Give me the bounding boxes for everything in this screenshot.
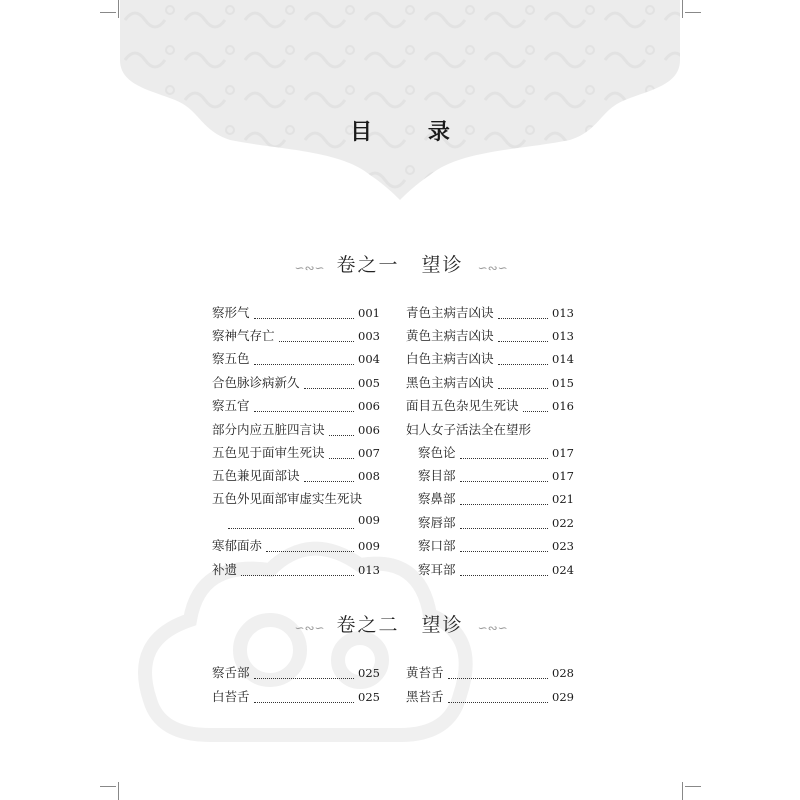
leader-dots (254, 309, 355, 319)
entry-label: 部分内应五脏四言诀 (212, 422, 325, 437)
toc-entry[interactable] (212, 396, 380, 418)
toc-entry[interactable] (212, 303, 380, 325)
leader-dots (254, 355, 355, 365)
entry-page: 017 (552, 469, 574, 483)
entry-page: 001 (358, 306, 380, 320)
entry-page: 014 (552, 352, 574, 366)
header-ornament-band (0, 0, 800, 215)
leader-dots (498, 355, 549, 365)
entry-page: 006 (358, 423, 380, 437)
entry-page: 009 (358, 513, 380, 527)
entry-page: 013 (358, 563, 380, 577)
section-volume: 卷之二 (336, 614, 400, 636)
entry-page: 003 (358, 329, 380, 343)
toc-entry[interactable] (212, 326, 380, 348)
entry-page: 016 (552, 399, 574, 413)
leader-dots (448, 693, 549, 703)
leader-dots (460, 449, 549, 459)
toc-entry[interactable] (406, 349, 574, 371)
leader-dots (241, 566, 354, 576)
leader-dots (460, 472, 549, 482)
crop-mark (100, 12, 116, 13)
entry-page: 008 (358, 469, 380, 483)
entry-label: 黄色主病吉凶诀 (406, 328, 494, 343)
leader-dots (460, 519, 549, 529)
entry-page: 005 (358, 376, 380, 390)
crop-mark (685, 12, 701, 13)
leader-dots (254, 669, 355, 679)
entry-label: 察鼻部 (418, 491, 456, 506)
entry-page: 009 (358, 539, 380, 553)
leader-dots (498, 332, 549, 342)
leader-dots (460, 542, 549, 552)
entry-page: 022 (552, 516, 574, 530)
entry-label: 寒郁面赤 (212, 538, 263, 553)
entry-page: 013 (552, 306, 574, 320)
toc-entry[interactable] (406, 373, 574, 395)
section-topic: 望诊 (421, 614, 464, 636)
entry-label: 察口部 (418, 538, 456, 553)
heading-flourish-icon: ∽∾∽ (294, 261, 325, 275)
leader-dots (304, 379, 355, 389)
heading-flourish-icon: ∽∾∽ (477, 621, 508, 635)
entry-label: 察形气 (212, 305, 250, 320)
toc-entry[interactable] (212, 536, 380, 558)
toc-entry[interactable] (406, 466, 574, 488)
entry-page: 025 (358, 666, 380, 680)
crop-mark (682, 782, 683, 800)
toc-entry[interactable] (212, 373, 380, 395)
leader-dots (266, 542, 354, 552)
entry-page: 004 (358, 352, 380, 366)
toc-entry[interactable] (406, 489, 574, 511)
entry-label: 青色主病吉凶诀 (406, 305, 494, 320)
entry-page: 007 (358, 446, 380, 460)
entry-label: 察五官 (212, 398, 250, 413)
toc-entry[interactable] (212, 663, 380, 685)
toc-entry[interactable] (212, 489, 380, 511)
entry-label: 妇人女子活法全在望形 (406, 422, 532, 437)
entry-label: 察唇部 (418, 515, 456, 530)
entry-label: 察舌部 (212, 665, 250, 680)
leader-dots (523, 402, 549, 412)
entry-page: 025 (358, 690, 380, 704)
entry-label: 黄苔舌 (406, 665, 444, 680)
leader-dots (228, 519, 354, 529)
toc-entry[interactable] (406, 536, 574, 558)
entry-label: 察五色 (212, 351, 250, 366)
leader-dots (498, 379, 549, 389)
toc-entry[interactable] (406, 303, 574, 325)
section-heading-1 (0, 250, 800, 277)
leader-dots (254, 693, 355, 703)
heading-flourish-icon: ∽∾∽ (294, 621, 325, 635)
leader-dots (329, 426, 355, 436)
entry-label: 察神气存亡 (212, 328, 275, 343)
entry-label: 白色主病吉凶诀 (406, 351, 494, 366)
heading-flourish-icon: ∽∾∽ (477, 261, 508, 275)
section-volume: 卷之一 (336, 254, 400, 276)
page-title: 目 录 (350, 119, 474, 145)
toc-entry[interactable] (406, 560, 574, 582)
entry-label: 白苔舌 (212, 689, 250, 704)
toc-entry[interactable] (406, 513, 574, 535)
entry-label: 补遗 (212, 562, 238, 577)
entry-label: 面目五色杂见生死诀 (406, 398, 519, 413)
toc-entry[interactable] (406, 396, 574, 418)
entry-label: 察耳部 (418, 562, 456, 577)
entry-label: 五色兼见面部诀 (212, 468, 300, 483)
crop-mark (100, 786, 116, 787)
entry-label: 黑色主病吉凶诀 (406, 375, 494, 390)
entry-page: 028 (552, 666, 574, 680)
crop-mark (685, 786, 701, 787)
leader-dots (498, 309, 549, 319)
entry-label: 察目部 (418, 468, 456, 483)
leader-dots (254, 402, 355, 412)
entry-label: 察色论 (418, 445, 456, 460)
leader-dots (304, 472, 355, 482)
toc-entry[interactable] (212, 466, 380, 488)
toc-entry-continuation[interactable] (212, 513, 380, 535)
entry-page: 024 (552, 563, 574, 577)
entry-page: 013 (552, 329, 574, 343)
entry-page: 017 (552, 446, 574, 460)
toc-entry-group-heading[interactable] (406, 420, 574, 442)
entry-label: 五色外见面部审虚实生死诀 (212, 491, 363, 506)
leader-dots (329, 449, 355, 459)
toc-entry[interactable] (406, 326, 574, 348)
entry-label: 五色见于面审生死诀 (212, 445, 325, 460)
entry-page: 023 (552, 539, 574, 553)
toc-entry[interactable] (406, 443, 574, 465)
toc-entry[interactable] (212, 443, 380, 465)
crop-mark (682, 0, 683, 18)
toc-entry[interactable] (212, 560, 380, 582)
entry-label: 黑苔舌 (406, 689, 444, 704)
leader-dots (460, 566, 549, 576)
toc-entry[interactable] (406, 663, 574, 685)
leader-dots (460, 495, 549, 505)
leader-dots (448, 669, 549, 679)
toc-entry[interactable] (212, 349, 380, 371)
entry-page: 006 (358, 399, 380, 413)
section-heading-2 (0, 610, 800, 637)
crop-mark (118, 0, 119, 18)
entry-page: 021 (552, 492, 574, 506)
leader-dots (279, 332, 355, 342)
toc-entry[interactable] (212, 420, 380, 442)
entry-page: 029 (552, 690, 574, 704)
toc-entry[interactable] (212, 687, 380, 709)
toc-entry[interactable] (406, 687, 574, 709)
entry-label: 合色脉诊病新久 (212, 375, 300, 390)
crop-mark (118, 782, 119, 800)
entry-page: 015 (552, 376, 574, 390)
section-topic: 望诊 (421, 254, 464, 276)
